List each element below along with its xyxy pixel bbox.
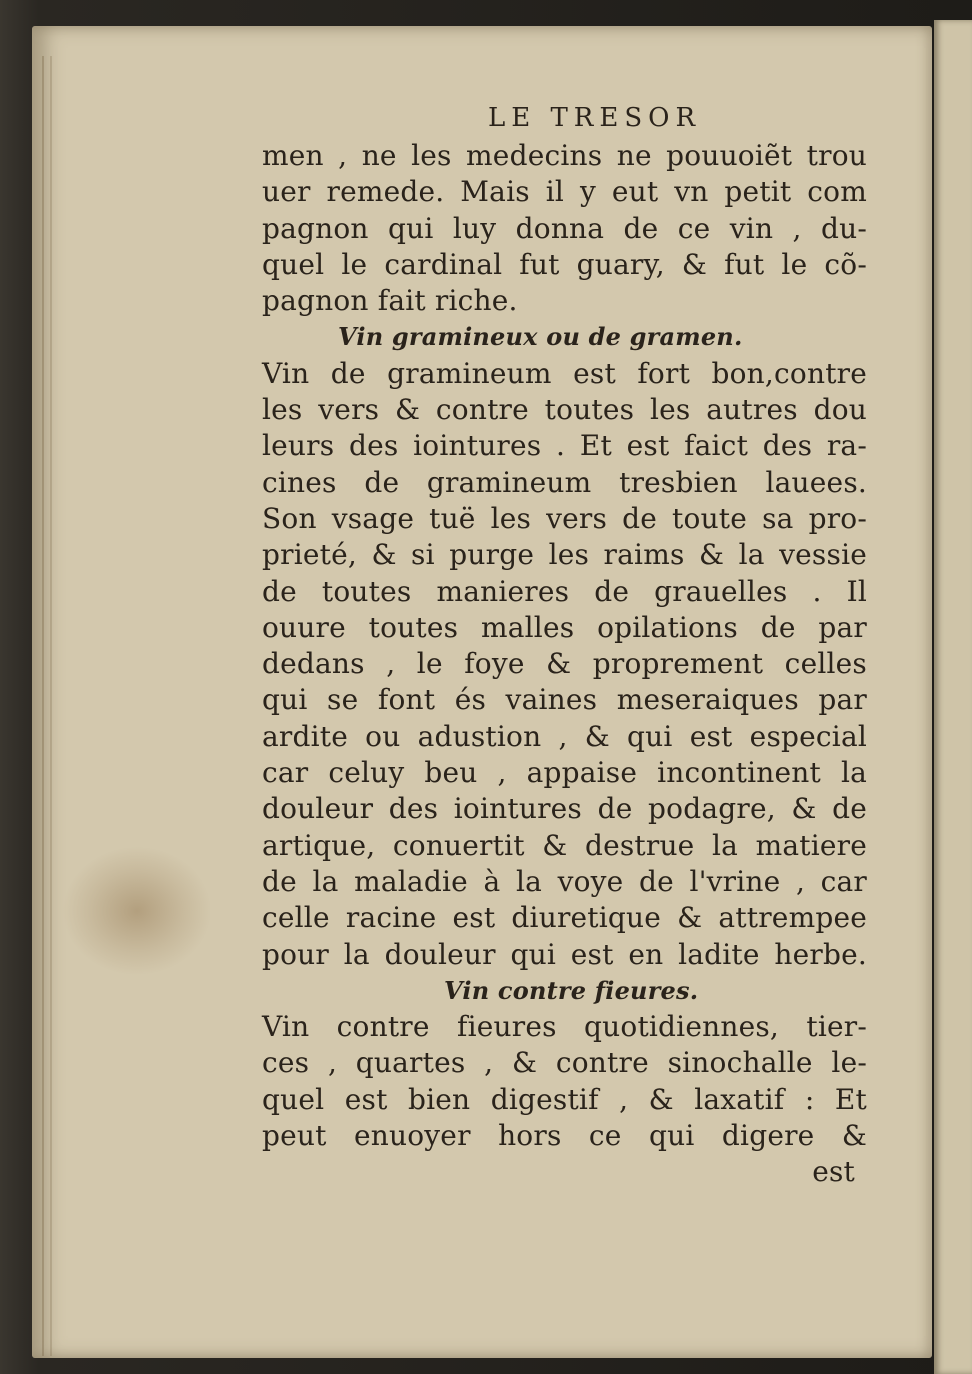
catchword: est bbox=[812, 1155, 855, 1189]
text-line: car celuy beu , appaise incontinent la bbox=[262, 756, 867, 790]
text-line: pagnon fait riche. bbox=[262, 284, 518, 318]
facing-page-edge bbox=[934, 20, 972, 1374]
text-line: pour la douleur qui est en ladite herbe. bbox=[262, 937, 867, 971]
text-line: Vin de gramineum est fort bon,contre bbox=[262, 356, 867, 390]
text-line: ces , quartes , & contre sinochalle le- bbox=[262, 1046, 867, 1080]
text-line: ouure toutes malles opilations de par bbox=[262, 610, 867, 644]
water-stain bbox=[62, 846, 212, 976]
text-line: Vin contre fieures quotidiennes, tier- bbox=[262, 1010, 867, 1044]
page-text bbox=[262, 98, 867, 1190]
text-line: douleur des iointures de podagre, & de bbox=[262, 792, 867, 826]
text-line: les vers & contre toutes les autres dou bbox=[262, 393, 867, 427]
text-line: celle racine est diuretique & attrempee bbox=[262, 901, 867, 935]
text-line: cines de gramineum tresbien lauees. bbox=[262, 465, 867, 499]
text-line: de la maladie à la voye de l'vrine , car bbox=[262, 864, 867, 898]
section-heading-fieures: Vin contre fieures. bbox=[444, 975, 699, 1005]
text-line: ardite ou adustion , & qui est especial bbox=[262, 719, 867, 753]
text-line: qui se font és vaines meseraiques par bbox=[262, 683, 867, 717]
text-line: prieté, & si purge les raims & la vessie bbox=[262, 538, 867, 572]
text-line: men , ne les medecins ne pouuoiẽt trou bbox=[262, 139, 867, 172]
text-line: peut enuoyer hors ce qui digere & bbox=[262, 1119, 867, 1153]
text-line: uer remede. Mais il y eut vn petit com bbox=[262, 175, 867, 209]
page-gutter-edge bbox=[42, 56, 52, 1356]
text-line: leurs des iointures . Et est faict des ra- bbox=[262, 429, 867, 463]
text-line: quel est bien digestif , & laxatif : Et bbox=[262, 1082, 867, 1116]
text-line: artique, conuertit & destrue la matiere bbox=[262, 828, 867, 862]
text-line: quel le cardinal fut guary, & fut le cõ- bbox=[262, 247, 867, 281]
text-line: dedans , le foye & proprement celles bbox=[262, 647, 867, 681]
text-line: de toutes manieres de grauelles . Il bbox=[262, 574, 867, 608]
section-heading-gramen: Vin gramineux ou de gramen. bbox=[338, 322, 743, 352]
text-line: pagnon qui luy donna de ce vin , du- bbox=[262, 211, 867, 245]
text-line: Son vsage tuë les vers de toute sa pro- bbox=[262, 501, 867, 535]
running-head: LE TRESOR bbox=[487, 103, 702, 133]
